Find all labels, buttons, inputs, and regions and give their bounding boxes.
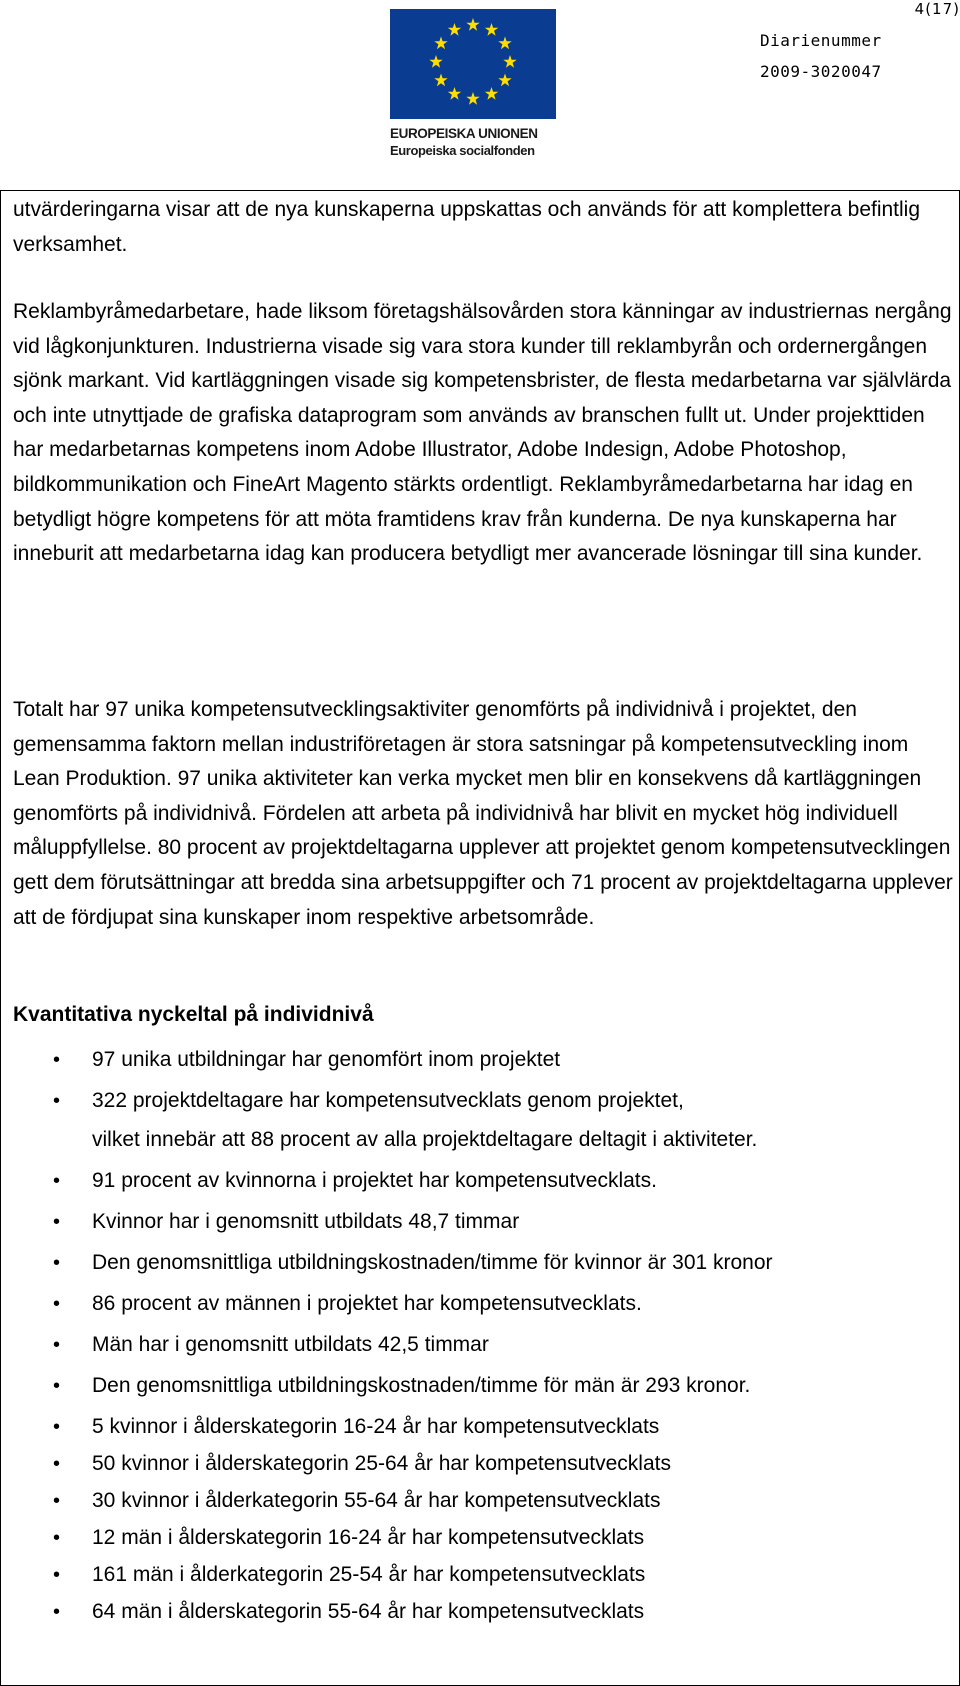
star-icon	[498, 37, 511, 50]
bullet-icon: •	[53, 1334, 61, 1356]
star-icon	[448, 87, 461, 100]
list-item-text: Kvinnor har i genomsnitt utbildats 48,7 timmar	[92, 1210, 520, 1233]
bullet-icon: •	[53, 1293, 61, 1315]
list-item-text: 322 projektdeltagare har kompetensutvecklats genom projektet,	[92, 1089, 684, 1112]
list-item-text: 5 kvinnor i ålderskategorin 16-24 år har kompetensutvecklats	[92, 1415, 660, 1438]
list-item-text: 50 kvinnor i ålderskategorin 25-64 år har kompetensutvecklats	[92, 1452, 671, 1475]
star-icon	[429, 55, 442, 68]
paragraph: Totalt har 97 unika kompetensutvecklingsaktiviter genomförts på individnivå i projektet, den gemensamma faktorn mellan industriföretagen är stora satsningar på kompetensutveckling inom Lean Produktion. 97 unika aktiviteter kan verka mycket men blir en konsekvens då kartläggningen genomförts på individnivå. Fördelen att arbeta på individnivå har blivit en mycket hög individuell måluppfyllelse. 80 procent av projektdeltagarna upplever att projektet genom kompetensutvecklingen gett dem förutsättningar att bredda sina arbetsuppgifter och 71 procent av projektdeltagarna upplever att de fördjupat sina kunskaper inom respektive arbetsområde.	[13, 698, 953, 929]
bullet-icon: •	[53, 1211, 61, 1233]
star-icon	[503, 55, 516, 68]
paragraph: utvärderingarna visar att de nya kunskaperna uppskattas och används för att komplettera befintlig verksamhet.	[13, 198, 921, 256]
bullet-icon: •	[53, 1170, 61, 1192]
list-item-text: 86 procent av männen i projektet har kompetensutvecklats.	[92, 1292, 642, 1315]
bullet-icon: •	[53, 1490, 61, 1512]
list-item-text: 91 procent av kvinnorna i projektet har kompetensutvecklats.	[92, 1169, 657, 1192]
page-number: 4(17)	[914, 0, 960, 18]
eu-stars-icon	[390, 9, 556, 119]
star-icon	[466, 18, 479, 31]
list-item-text-continued: vilket innebär att 88 procent av alla projektdeltagare deltagit i aktiviteter.	[92, 1128, 758, 1151]
list-item-text: Den genomsnittliga utbildningskostnaden/timme för kvinnor är 301 kronor	[92, 1251, 773, 1274]
eu-flag-icon	[390, 9, 556, 119]
list-item-text: 161 män i ålderkategorin 25-54 år har kompetensutvecklats	[92, 1563, 646, 1586]
star-icon	[485, 23, 498, 36]
bullet-icon: •	[53, 1049, 61, 1071]
bullet-icon: •	[53, 1375, 61, 1397]
list-item-text: 97 unika utbildningar har genomfört inom projektet	[92, 1048, 561, 1071]
bullet-icon: •	[53, 1564, 61, 1586]
diary-label: Diarienummer	[760, 31, 882, 50]
list-item-text: 30 kvinnor i ålderkategorin 55-64 år har kompetensutvecklats	[92, 1489, 661, 1512]
star-icon	[466, 92, 479, 105]
paragraph: Reklambyråmedarbetare, hade liksom företagshälsovården stora känningar av industriernas nergång vid lågkonjunkturen. Industrierna visade sig vara stora kunder till reklambyrån och ordernergången sjönk markant. Vid kartläggningen visade sig kompetensbrister, de flesta medarbetarna var självlärda och inte utnyttjade de grafiska dataprogram som används av branschen fullt ut. Under projekttiden har medarbetarnas kompetens inom Adobe Illustrator, Adobe Indesign, Adobe Photoshop, bildkommunikation och FineArt Magento stärkts ordentligt. Reklambyråmedarbetarna har idag en betydligt högre kompetens för att möta framtidens krav från kunderna. De nya kunskaperna har inneburit att medarbetarna idag kan producera betydligt mer avancerade lösningar till sina kunder.	[13, 300, 952, 566]
list-item-text: 12 män i ålderskategorin 16-24 år har kompetensutvecklats	[92, 1526, 645, 1549]
logo-text-esf: Europeiska socialfonden	[390, 143, 535, 158]
content-frame	[0, 190, 960, 1686]
star-icon	[498, 74, 511, 87]
list-item-text: Den genomsnittliga utbildningskostnaden/timme för män är 293 kronor.	[92, 1374, 751, 1397]
bullet-icon: •	[53, 1252, 61, 1274]
logo-text-eu: EUROPEISKA UNIONEN	[390, 126, 538, 141]
star-icon	[448, 23, 461, 36]
diary-number: 2009-3020047	[760, 62, 882, 81]
bullet-icon: •	[53, 1416, 61, 1438]
list-item-text: 64 män i ålderskategorin 55-64 år har kompetensutvecklats	[92, 1600, 645, 1623]
star-icon	[434, 74, 447, 87]
section-heading: Kvantitativa nyckeltal på individnivå	[13, 1003, 374, 1026]
eu-logo	[390, 9, 556, 159]
bullet-icon: •	[53, 1527, 61, 1549]
star-icon	[434, 37, 447, 50]
star-icon	[485, 87, 498, 100]
bullet-icon: •	[53, 1090, 61, 1112]
bullet-icon: •	[53, 1601, 61, 1623]
bullet-icon: •	[53, 1453, 61, 1475]
list-item-text: Män har i genomsnitt utbildats 42,5 timmar	[92, 1333, 489, 1356]
